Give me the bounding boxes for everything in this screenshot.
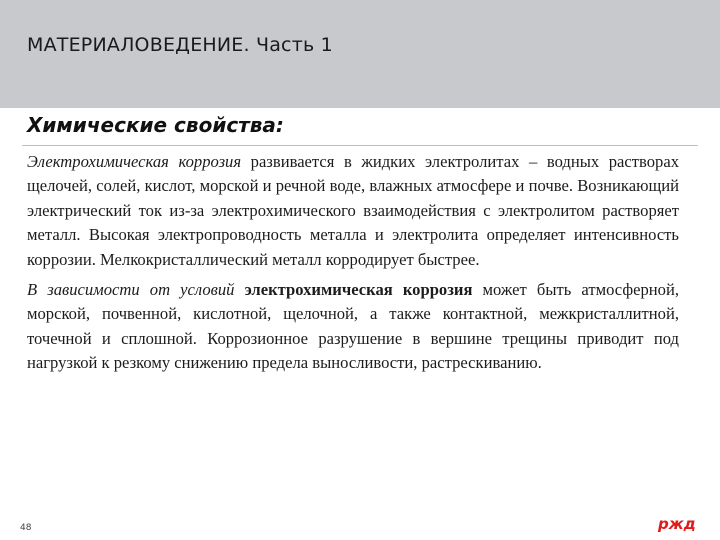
logo-lettering: ржд — [658, 515, 696, 533]
page-number: 48 — [20, 523, 32, 533]
title-divider — [22, 145, 698, 146]
slide-title: Химические свойства: — [27, 113, 284, 137]
spacer — [234, 280, 244, 299]
slide-header — [0, 0, 720, 108]
paragraph-text: развивается в жидких электролитах – водных растворах щелочей, солей, кислот, морской и речной воде, влажных атмосфере и почве. Возникающий электрический ток из-за электрохимического взаимодействия с электролитом растворяет металл. Высокая электропроводность металла и электролита определяет интенсивность коррозии. Мелкокристаллический металл корродирует быстрее. — [27, 152, 679, 269]
paragraph-corrosion-types — [27, 278, 679, 376]
paragraph-corrosion-definition — [27, 150, 679, 272]
lead-phrase: В зависимости от условий — [27, 280, 235, 300]
slide-body — [27, 150, 679, 382]
paragraph-text: может быть атмосферной, морской, почвенной, кислотной, щелочной, а также контактной, межкристаллитной, точечной и сплошной. Коррозионное разрушение в вершине трещины приводит под нагрузкой к резкому снижению предела выносливости, растрескиванию. — [27, 280, 679, 373]
term-electrochemical-corrosion-bold: электрохимическая коррозия — [244, 280, 473, 300]
course-title: МАТЕРИАЛОВЕДЕНИЕ. Часть 1 — [27, 34, 333, 56]
rzd-logo-icon — [657, 515, 697, 533]
term-electrochemical-corrosion: Электрохимическая коррозия — [27, 152, 242, 171]
